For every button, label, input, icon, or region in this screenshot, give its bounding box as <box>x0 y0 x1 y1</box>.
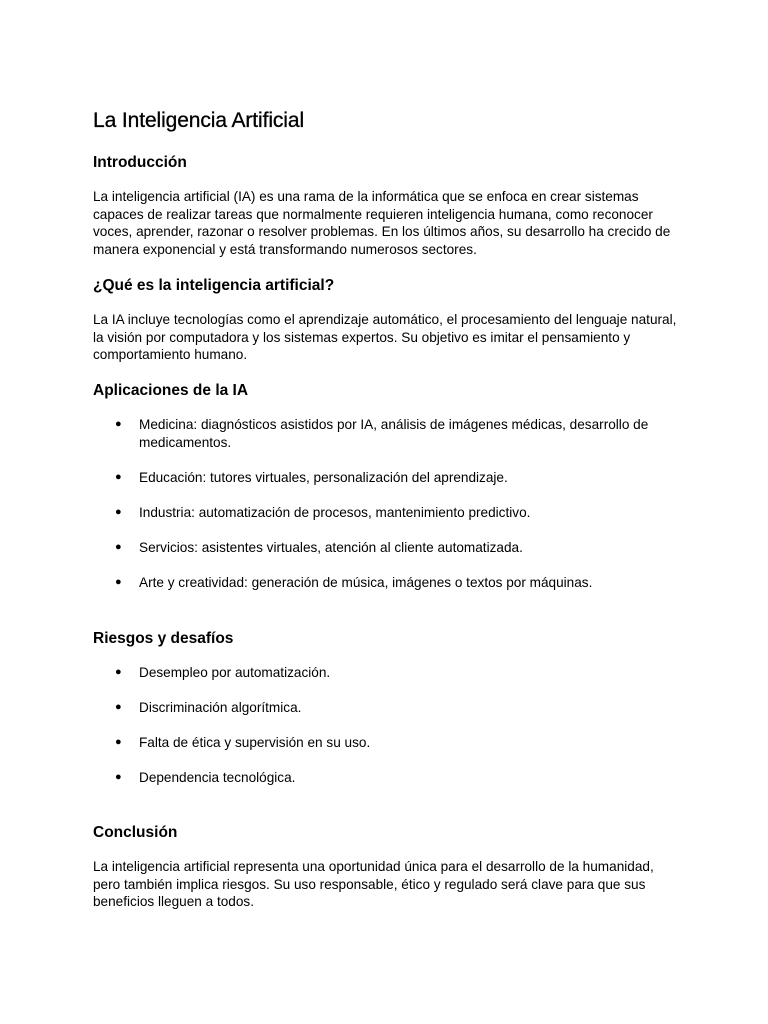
list-item-text: Discriminación algorítmica. <box>139 699 302 715</box>
intro-heading: Introducción <box>93 154 187 171</box>
list-item <box>93 699 693 717</box>
document-title: La Inteligencia Artificial <box>93 109 305 132</box>
bullet-icon: ● <box>115 505 122 518</box>
list-item-text: Medicina: diagnósticos asistidos por IA, análisis de imágenes médicas, desarrollo de medicamentos. <box>139 417 649 450</box>
list-item-text: Servicios: asistentes virtuales, atención al cliente automatizada. <box>139 539 523 555</box>
list-item <box>93 416 693 451</box>
what-heading: ¿Qué es la inteligencia artificial? <box>93 277 335 294</box>
conclusion-heading: Conclusión <box>93 824 178 841</box>
intro-paragraph: La inteligencia artificial (IA) es una rama de la informática que se enfoca en crear sistemas capaces de realizar tareas que normalmente requieren inteligencia humana, como reconocer voces, aprender, razonar o resolver problemas. En los últimos años, su desarrollo ha crecido de manera exponencial y está transformando numerosos sectores. <box>93 189 671 257</box>
what-paragraph: La IA incluye tecnologías como el aprendizaje automático, el procesamiento del lenguaje natural, la visión por computadora y los sistemas expertos. Su objetivo es imitar el pensamiento y comportamiento humano. <box>93 312 677 363</box>
list-item-text: Industria: automatización de procesos, mantenimiento predictivo. <box>139 504 531 520</box>
bullet-icon: ● <box>115 418 122 430</box>
bullet-icon: ● <box>115 540 122 553</box>
list-item-text: Desempleo por automatización. <box>139 665 331 680</box>
conclusion-paragraph: La inteligencia artificial representa una oportunidad única para el desarrollo de la humanidad, pero también implica riesgos. Su uso responsable, ético y regulado será clave para que sus beneficios lleguen a todos. <box>93 859 654 910</box>
list-item <box>93 539 693 557</box>
list-item <box>93 504 693 522</box>
list-item <box>93 469 693 487</box>
bullet-icon: ● <box>115 700 122 713</box>
list-item <box>93 769 693 787</box>
bullet-icon: ● <box>115 735 122 748</box>
bullet-icon: ● <box>115 470 122 483</box>
applications-heading: Aplicaciones de la IA <box>93 382 249 399</box>
bullet-icon: ● <box>115 770 122 783</box>
list-item-text: Arte y creatividad: generación de música, imágenes o textos por máquinas. <box>139 574 593 590</box>
list-item <box>93 574 693 592</box>
risks-list <box>93 664 693 804</box>
list-item-text: Falta de ética y supervisión en su uso. <box>139 734 371 750</box>
applications-list <box>93 416 693 609</box>
risks-heading: Riesgos y desafíos <box>93 630 234 647</box>
list-item-text: Dependencia tecnológica. <box>139 769 296 785</box>
bullet-icon: ● <box>115 666 122 678</box>
list-item-text: Educación: tutores virtuales, personalización del aprendizaje. <box>139 469 508 485</box>
list-item <box>93 664 693 682</box>
bullet-icon: ● <box>115 575 122 588</box>
list-item <box>93 734 693 752</box>
